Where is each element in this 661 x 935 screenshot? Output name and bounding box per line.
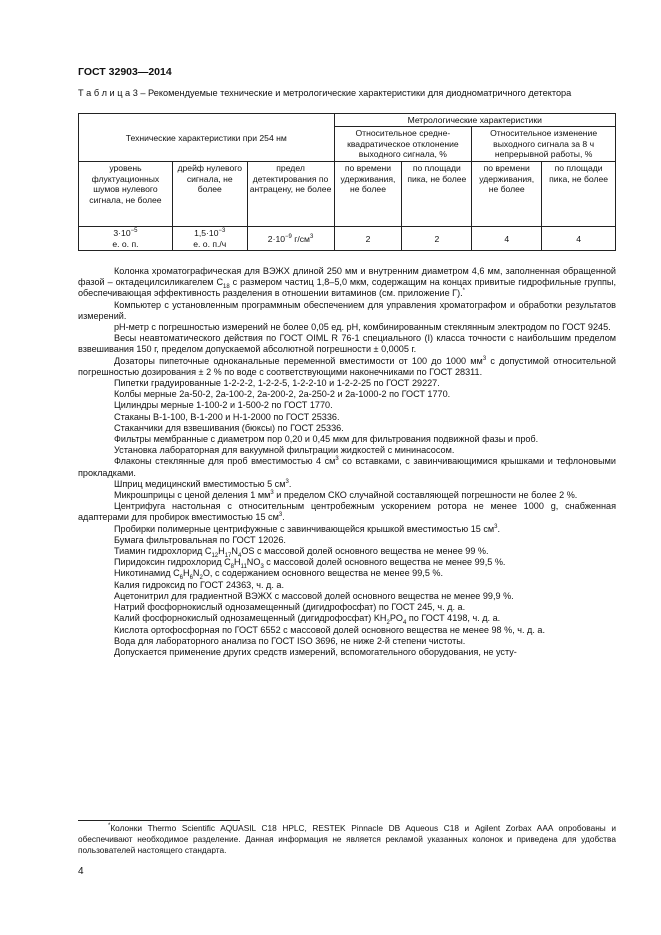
paragraph-vacuum-unit: Установка лабораторная для вакуумной фильтрации жидкостей с мининасосом. [114,445,455,456]
paragraph-filters: Фильтры мембранные с диаметром пор 0,20 и 0,45 мкм для фильтрования подвижной фазы и проб. [114,434,539,445]
paragraph-pyridoxine: Пиридоксин гидрохлорид $C_8H_{11}NO_3$ с массовой долей основного вещества не менее 99,5 %. [114,557,506,571]
paragraph-filter-paper: Бумага фильтровальная по ГОСТ 12026. [114,534,286,545]
document-header: ГОСТ 32903—2014 [78,66,172,78]
value-drift: $1,5\cdot 10^{-3}$ е. о. п./ч [172,227,247,251]
col-rsd-time-header: по времени удерживания, не более [334,162,402,227]
footnote-divider [78,820,240,821]
paragraph-beakers: Стаканы В-1-100, В-1-200 и Н-1-2000 по ГОСТ 25336. [114,411,340,422]
paragraph-thiamine: Тиамин гидрохлорид $C_{12}H_{17}N_4OS$ с массовой долей основного вещества не менее 99 %. [114,546,489,559]
footnote-ref: * [462,288,465,295]
metro-group-header: Метрологические характеристики [334,114,616,127]
paragraph-column: Колонка хроматографическая для ВЭЖХ длиной 250 мм и внутренним диаметром 4,6 мм, заполненная обращенной фазой – октадецилсиликагелем $C_{18}$ с размером частиц 1,8–5,0 мкм, содержащим на концах привитые гидрофильные группы, обеспечивающая эффективность разделения в отношении витаминов (см. приложение Г).* [78,266,616,299]
paragraph-phosphoric-acid: Кислота ортофосфорная по ГОСТ 6552 с массовой долей основного вещества не менее 98 %, ч. д. а. [114,624,545,635]
paragraph-flasks: Колбы мерные 2а-50-2, 2а-100-2, 2а-200-2, 2а-250-2 и 2а-1000-2 по ГОСТ 1770. [114,389,451,400]
page-number: 4 [78,866,84,877]
table-row [79,227,616,251]
value-rsd-area: 2 [402,227,472,251]
paragraph-acetonitrile: Ацетонитрил для градиентной ВЭЖХ с массовой долей основного вещества не менее 99,9 %. [114,590,514,601]
footnote-text: Колонки Thermo Scientific AQUASIL C18 HPLC, RESTEK Pinnacle DB Aqueous C18 и Agilent Zorbax AAA опробованы и обеспечивают необходимое разделение. Данная информация не является рекламой указанных колонок и приведена для удобства пользователей настоящего стандарта. [78,823,616,855]
paragraph-centrifuge: Центрифуга настольная с относительным центробежным ускорением ротора не менее 1000 g, снабженная адаптерами для пробирок вместимостью 15 $см^3$. [78,501,616,523]
col-rsd-area-header: по площади пика, не более [402,162,472,227]
body-text [78,266,616,658]
col-drift-header: дрейф нулевого сигнала, не более [172,162,247,227]
paragraph-cylinders: Цилиндры мерные 1-100-2 и 1-500-2 по ГОСТ 1770. [114,400,333,411]
value-detection-limit: $2\cdot 10^{-9}$ $г/см^3$ [247,227,334,251]
table-caption: Т а б л и ц а 3 – Рекомендуемые технические и метрологические характеристики для диодноматричного детектора [78,88,572,98]
rsd-group-header: Относительное средне-квадратическое отклонение выходного сигнала, % [334,127,472,162]
col-noise-header: уровень флуктуационных шумов нулевого сигнала, не более [79,162,173,227]
paragraph-computer: Компьютер с установленным программным обеспечением для управления хроматографом и обработки результатов измерений. [78,299,616,321]
col-drift-time-header: по времени удерживания, не более [472,162,542,227]
paragraph-weighing-bottles: Стаканчики для взвешивания (бюксы) по ГОСТ 25336. [114,422,344,433]
paragraph-tubes: Пробирки полимерные центрифужные с завинчивающейся крышкой вместимостью 15 $см^3$. [114,523,501,534]
value-drift-time: 4 [472,227,542,251]
paragraph-pipettes: Пипетки градуированные 1-2-2-2, 1-2-2-5, 1-2-2-10 и 1-2-2-25 по ГОСТ 29227. [114,378,440,389]
footnote-mark: * [108,823,111,830]
drift-group-header: Относительное изменение выходного сигнала за 8 ч непрерывной работы, % [472,127,616,162]
value-rsd-time: 2 [334,227,402,251]
value-drift-area: 4 [542,227,616,251]
footnote [78,823,616,856]
paragraph-scales: Весы неавтоматического действия по ГОСТ OIML R 76-1 специального (I) класса точности с наибольшим пределом взвешивания 150 г, пределом допускаемой абсолютной погрешности ± 0,0005 г. [78,333,616,355]
paragraph-water: Вода для лабораторного анализа по ГОСТ ISO 3696, не ниже 2-й степени чистоты. [114,635,466,646]
paragraph-ph-meter: рН-метр с погрешностью измерений не более 0,05 ед. рН, комбинированным стеклянным электродом по ГОСТ 9245. [114,322,611,333]
paragraph-potassium-hydroxide: Калия гидроксид по ГОСТ 24363, ч. д. а. [114,579,284,590]
value-noise: $3\cdot 10^{-5}$ е. о. п. [79,227,173,251]
paragraph-potassium-phosphate: Калий фосфорнокислый однозамещенный (дигидрофосфат) $KH_2PO_4$ по ГОСТ 4198, ч. д. а. [114,613,501,627]
paragraph-nicotinamide: Никотинамид $C_6H_6N_2O$, с содержанием основного вещества не менее 99,5 %. [114,568,444,582]
paragraph-dispensers: Дозаторы пипеточные одноканальные переменной вместимости от 100 до 1000 $мм^3$ с допустимой относительной погрешностью дозирования ± 2 % по воде с соответствующими наконечниками по ГОСТ 28311. [78,355,616,377]
tech-group-header: Технические характеристики при 254 нм [79,114,335,162]
paragraph-microsyringes: Микрошприцы с ценой деления 1 $мм^3$ и пределом СКО случайной составляющей погрешности не более 2 %. [114,490,578,501]
specs-table [78,113,616,251]
paragraph-sodium-phosphate: Натрий фосфорнокислый однозамещенный (дигидрофосфат) по ГОСТ 245, ч. д. а. [114,602,466,613]
paragraph-vials: Флаконы стеклянные для проб вместимостью 4 $см^3$ со вставками, с завинчивающимися крышками и тефлоновыми прокладками. [78,456,617,478]
paragraph-alternatives: Допускается применение других средств измерений, вспомогательного оборудования, не усту- [114,646,517,657]
paragraph-syringe: Шприц медицинский вместимостью 5 $см^3$. [114,478,292,489]
col-drift-area-header: по площади пика, не более [542,162,616,227]
col-detection-limit-header: предел детектирования по антрацену, не более [247,162,334,227]
